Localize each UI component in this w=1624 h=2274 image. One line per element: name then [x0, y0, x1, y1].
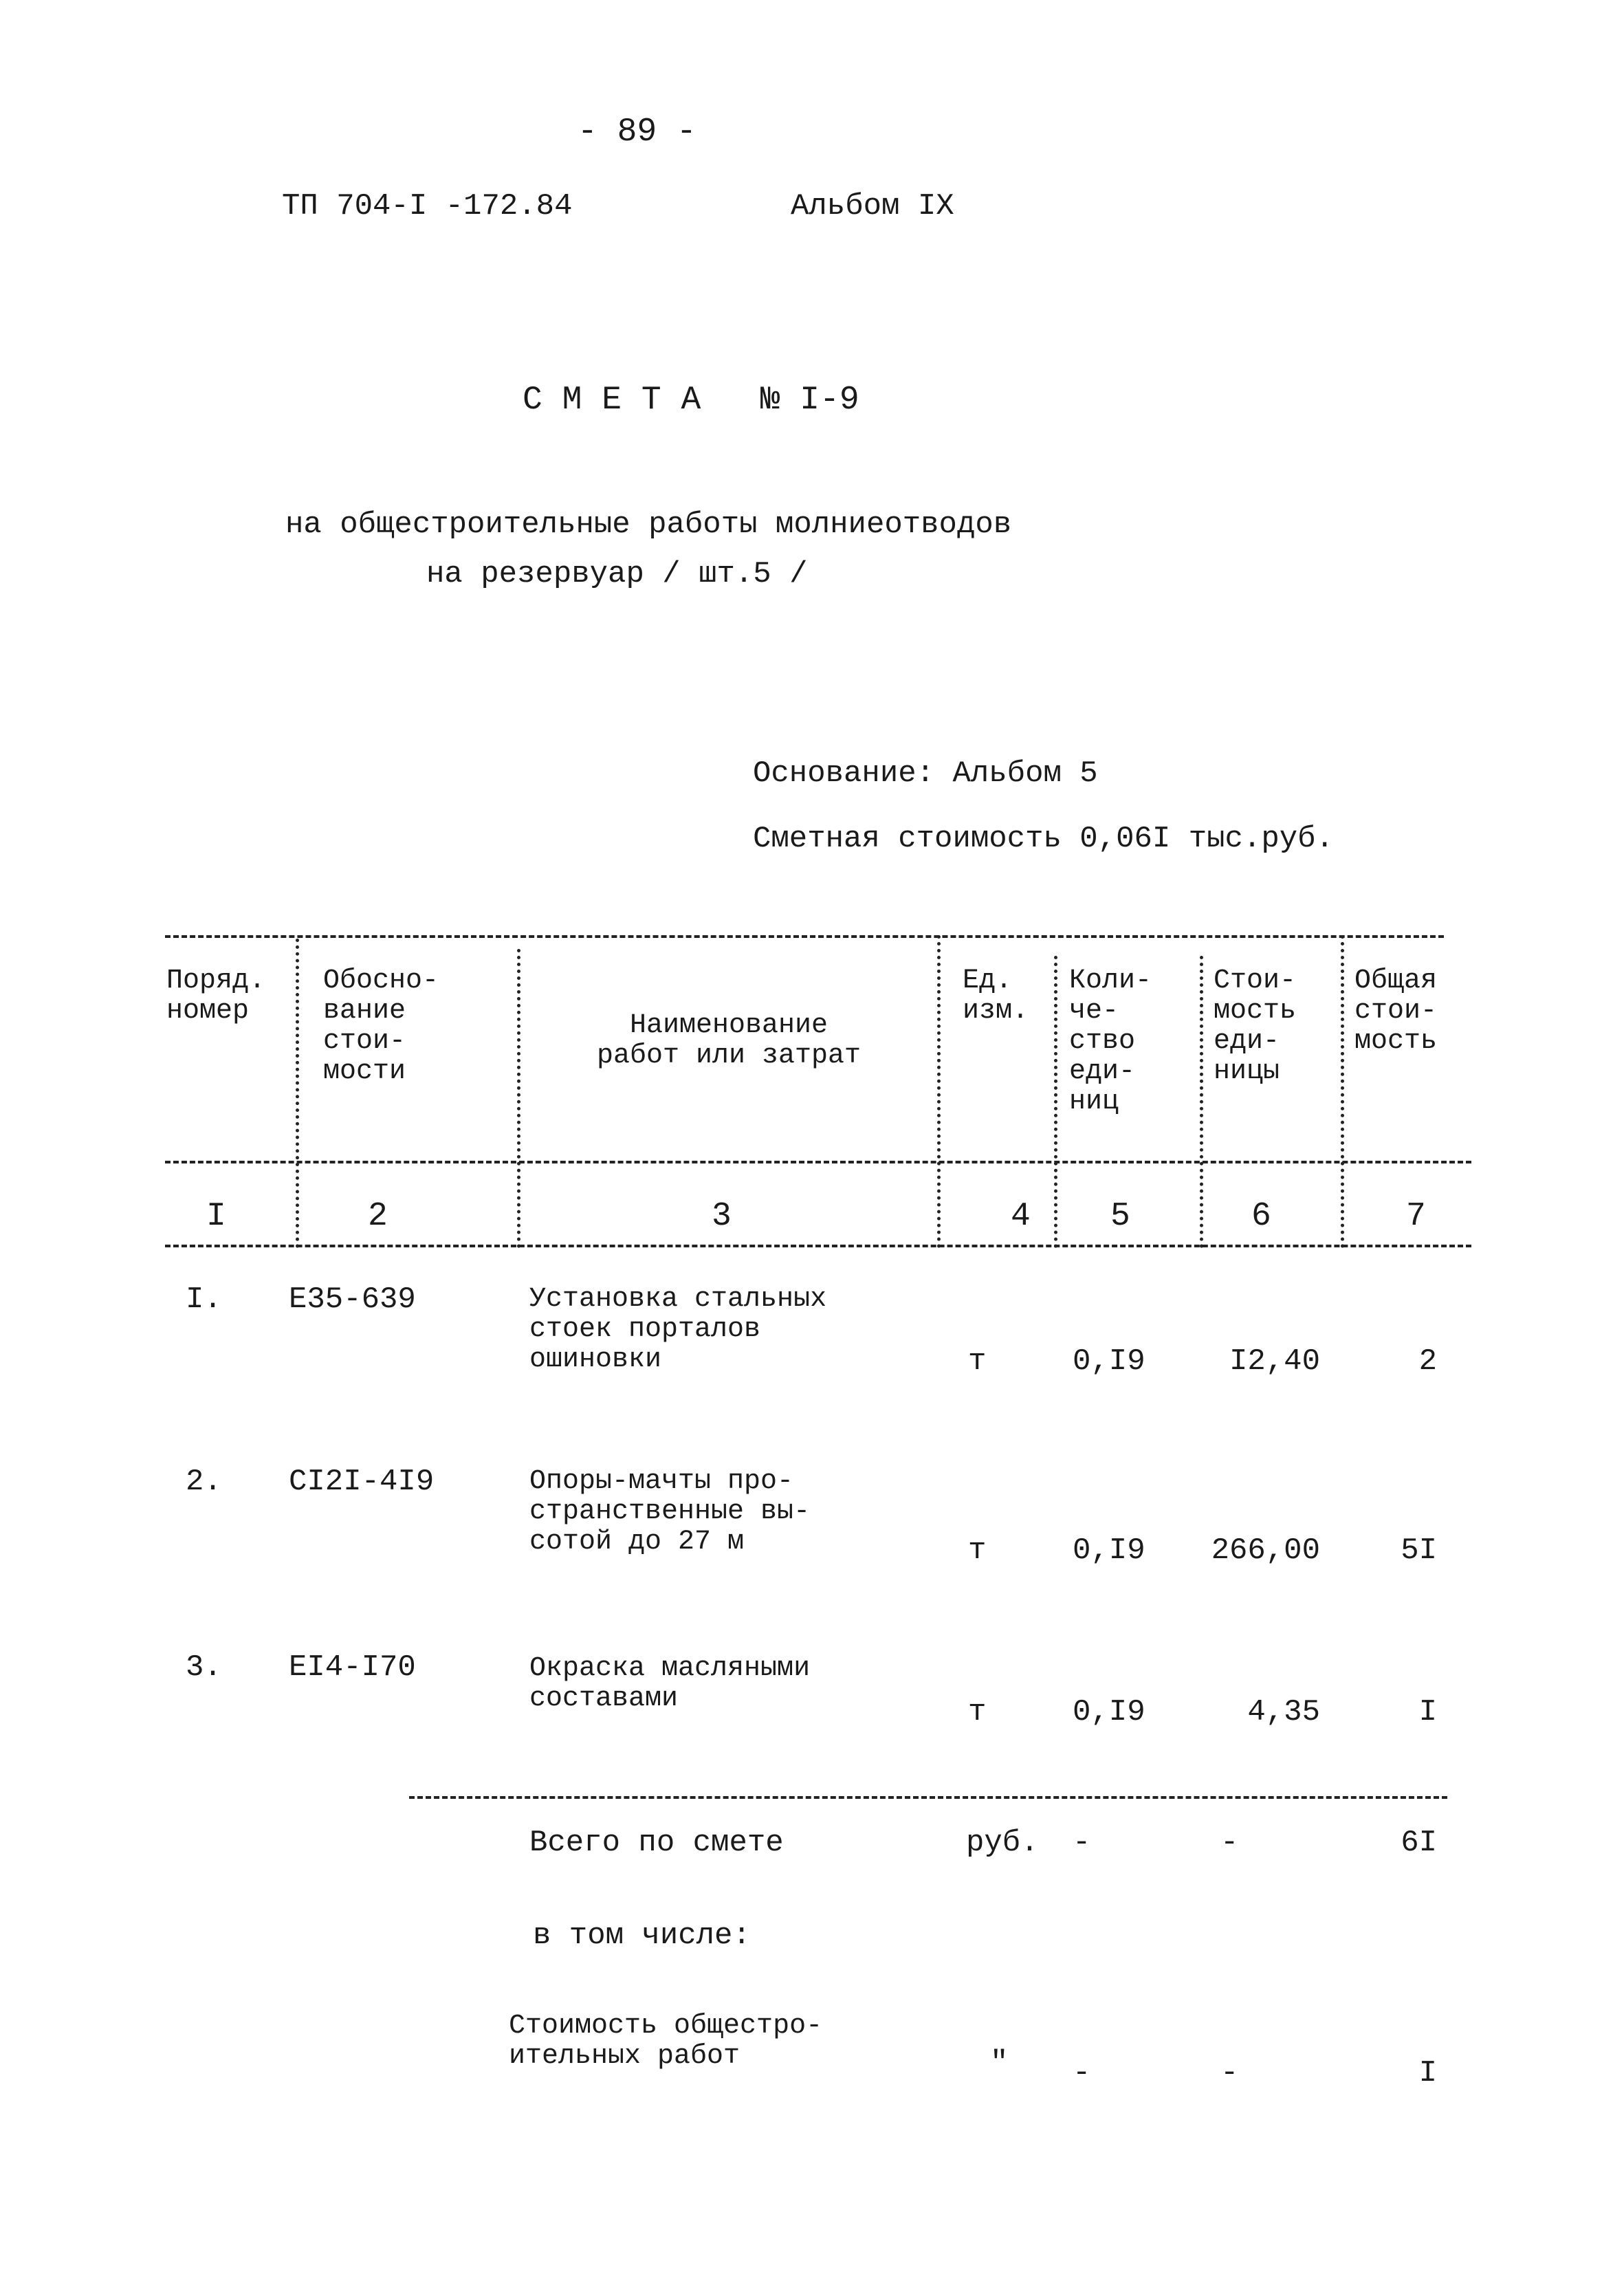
row-unit: т — [968, 1533, 987, 1568]
column-separator — [1341, 935, 1344, 1248]
row-number: 2. — [186, 1465, 222, 1499]
row-total: I — [1418, 1695, 1437, 1729]
column-number: 7 — [1406, 1198, 1426, 1235]
sub-row-unit-cost: - — [1220, 2056, 1239, 2090]
column-number: 5 — [1110, 1198, 1130, 1235]
header-basis: Обосно- вание стои- мости — [323, 965, 439, 1087]
subtitle-line-2: на резервуар / шт.5 / — [426, 557, 808, 591]
sub-row-label: Стоимость общестро- ительных работ — [509, 2011, 823, 2072]
column-number: 2 — [368, 1198, 388, 1235]
album-label: Альбом IX — [791, 189, 954, 223]
row-unit-cost: 266,00 — [1211, 1533, 1320, 1568]
column-number: I — [206, 1198, 226, 1235]
row-unit: т — [968, 1344, 987, 1379]
row-number: I. — [186, 1282, 222, 1317]
header-total-cost: Общая стои- мость — [1354, 965, 1438, 1057]
row-total: 2 — [1418, 1344, 1437, 1379]
total-quantity: - — [1073, 1826, 1091, 1860]
column-separator — [1200, 956, 1203, 1248]
sub-row-unit: " — [990, 2046, 1009, 2080]
header-order-number: Поряд. номер — [166, 965, 266, 1027]
row-quantity: 0,I9 — [1073, 1533, 1145, 1568]
including-label: в том числе: — [533, 1918, 751, 1953]
table-column-number-rule — [165, 1245, 1471, 1247]
header-quantity: Коли- че- ство еди- ниц — [1069, 965, 1152, 1117]
basis-line: Основание: Альбом 5 — [753, 756, 1098, 791]
row-basis-code: СI2I-4I9 — [289, 1465, 435, 1499]
column-separator — [937, 935, 941, 1248]
sub-row-total: I — [1418, 2056, 1437, 2090]
column-number: 4 — [1011, 1198, 1031, 1235]
row-unit-cost: I2,40 — [1229, 1344, 1320, 1379]
subtitle-line-1: на общестроительные работы молниеотводов — [285, 507, 1012, 542]
row-work-name: Установка стальных стоек порталов ошиновки — [529, 1284, 827, 1375]
header-work-name: Наименование работ или затрат — [596, 1010, 862, 1071]
row-basis-code: ЕI4-I70 — [289, 1650, 416, 1685]
column-separator — [517, 949, 520, 1248]
column-separator — [296, 939, 299, 1248]
table-total-rule — [409, 1796, 1447, 1799]
row-number: 3. — [186, 1650, 222, 1685]
row-basis-code: Е35-639 — [289, 1282, 416, 1317]
total-unit-cost: - — [1220, 1826, 1239, 1860]
table-top-rule — [165, 935, 1444, 938]
header-unit: Ед. изм. — [963, 965, 1029, 1027]
document-code: ТП 704-I -172.84 — [282, 189, 573, 223]
sub-row-quantity: - — [1073, 2056, 1091, 2090]
total-unit: руб. — [966, 1826, 1039, 1860]
row-quantity: 0,I9 — [1073, 1695, 1145, 1729]
row-work-name: Опоры-мачты про- странственные вы- сотой до 27 м — [529, 1466, 811, 1557]
table-header-rule — [165, 1161, 1471, 1163]
row-total: 5I — [1401, 1533, 1437, 1568]
header-unit-cost: Стои- мость еди- ницы — [1214, 965, 1297, 1087]
row-unit: т — [968, 1695, 987, 1729]
total-amount: 6I — [1401, 1826, 1437, 1860]
row-unit-cost: 4,35 — [1247, 1695, 1320, 1729]
estimated-cost-line: Сметная стоимость 0,06I тыс.руб. — [753, 822, 1334, 856]
page-number: - 89 - — [578, 113, 696, 151]
column-number: 3 — [712, 1198, 732, 1235]
document-title: С М Е Т А № I-9 — [523, 382, 859, 419]
column-separator — [1054, 956, 1057, 1248]
row-quantity: 0,I9 — [1073, 1344, 1145, 1379]
column-number: 6 — [1251, 1198, 1271, 1235]
row-work-name: Окраска масляными составами — [529, 1653, 811, 1714]
total-label: Всего по смете — [529, 1826, 784, 1860]
